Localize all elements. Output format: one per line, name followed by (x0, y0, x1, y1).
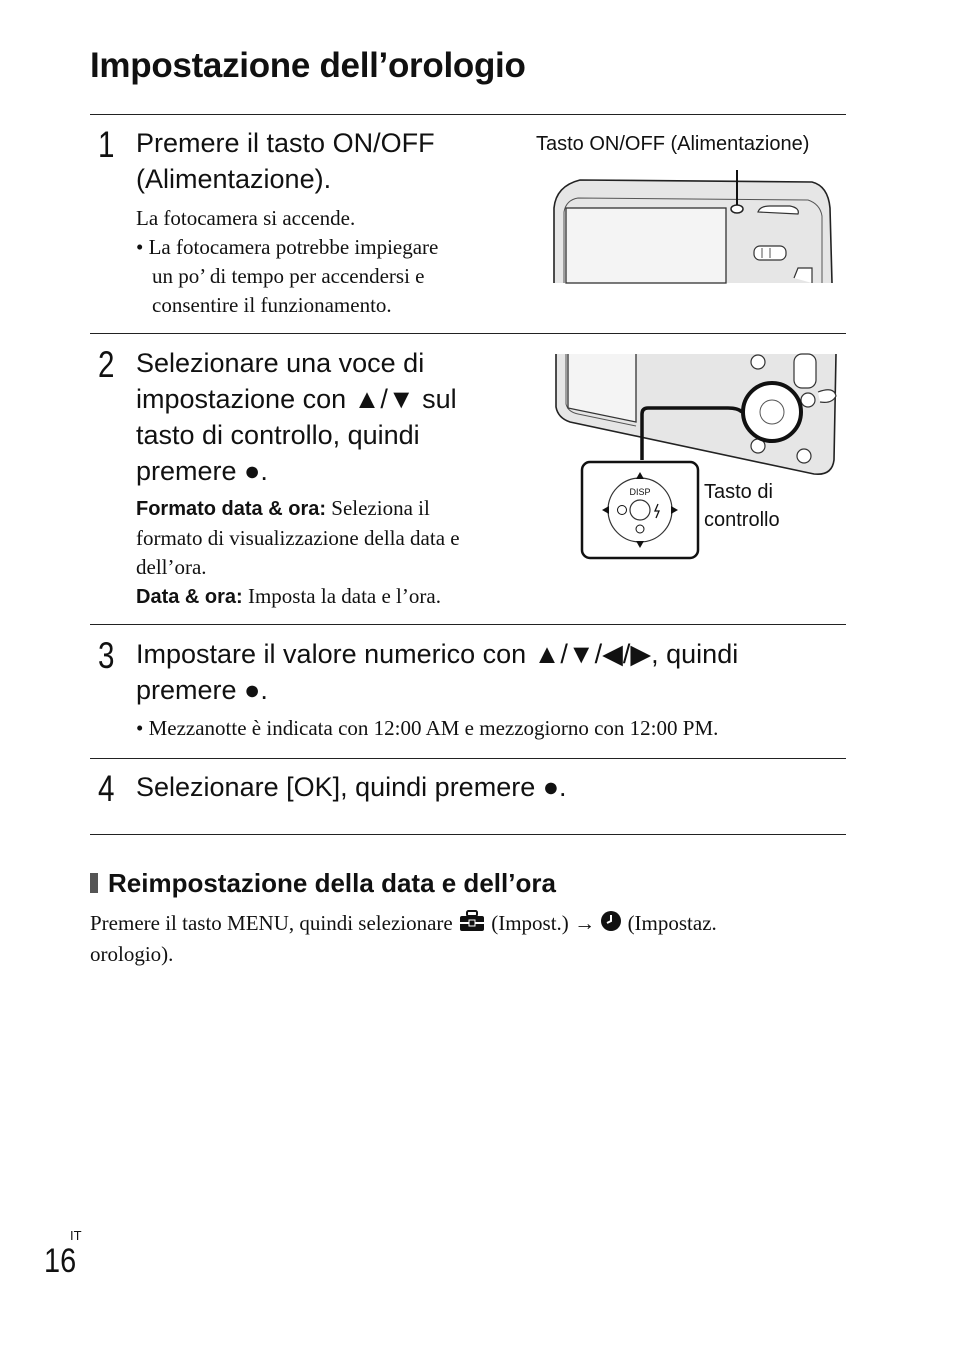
step-heading (136, 636, 738, 708)
arrow-icon: → (574, 911, 596, 935)
term-date-time: Data & ora: (136, 586, 243, 608)
bullet-line: consentire il funzionamento. (152, 293, 392, 317)
term-desc-line: formato di visualizzazione della data e (136, 526, 460, 550)
heading-line: Premere il tasto ON/OFF (136, 128, 435, 158)
subsection-heading (90, 868, 556, 899)
heading-line: premere ●. (136, 456, 268, 486)
subsection-title: Reimpostazione della data e dell’ora (108, 868, 556, 898)
divider (90, 114, 846, 115)
step-number: 4 (98, 768, 115, 809)
section-marker (90, 873, 98, 893)
divider (90, 333, 846, 334)
step-number: 2 (98, 344, 115, 385)
clock-icon (600, 910, 622, 940)
divider (90, 624, 846, 625)
heading-line: impostazione con ▲/▼ sul (136, 384, 457, 414)
step-heading (136, 125, 435, 197)
term-date-format-desc: Seleziona il (331, 496, 430, 520)
text-line: orologio). (90, 942, 174, 967)
text-segment: (Impost.) (491, 911, 569, 935)
camera-back-illustration (552, 352, 842, 566)
heading-line: (Alimentazione). (136, 164, 332, 194)
camera-top-illustration (550, 168, 840, 286)
term-desc-line: dell’ora. (136, 555, 207, 579)
step-number: 3 (98, 635, 115, 676)
divider (90, 834, 846, 835)
heading-line: tasto di controllo, quindi (136, 420, 420, 450)
step-body (136, 204, 516, 320)
step-number: 1 (98, 124, 115, 165)
step-body (136, 494, 526, 612)
page-number: 16 (44, 1242, 77, 1280)
term-date-format: Formato data & ora: (136, 498, 327, 520)
toolbox-icon (458, 910, 486, 940)
caption-line: controllo (704, 509, 780, 531)
term-date-time-desc: Imposta la data e l’ora. (247, 584, 441, 608)
step-bullet: • Mezzanotte è indicata con 12:00 AM e mezzogiorno con 12:00 PM. (136, 716, 719, 740)
bullet-line: un po’ di tempo per accendersi e (152, 264, 425, 288)
language-label: IT (70, 1228, 82, 1243)
caption-line: Tasto di (704, 481, 773, 503)
text-segment: (Impostaz. (627, 911, 717, 935)
heading-line: Impostare il valore numerico con ▲/▼/◀/▶, quindi (136, 639, 739, 669)
heading-line: premere ●. (136, 675, 268, 705)
text-segment: Premere il tasto MENU, quindi selezionare (90, 911, 453, 935)
disp-label: DISP (629, 487, 651, 497)
bullet-line: • La fotocamera potrebbe impiegare (136, 235, 439, 259)
heading-line: Selezionare una voce di (136, 348, 425, 378)
step-heading (136, 345, 457, 489)
step-text: La fotocamera si accende. (136, 206, 356, 230)
figure-label-power-button: Tasto ON/OFF (Alimentazione) (536, 133, 810, 155)
subsection-text (90, 909, 850, 969)
figure-label-control-button (704, 478, 780, 534)
divider (90, 758, 846, 759)
step-heading: Selezionare [OK], quindi premere ●. (136, 772, 567, 802)
page-title: Impostazione dell’orologio (90, 46, 526, 85)
